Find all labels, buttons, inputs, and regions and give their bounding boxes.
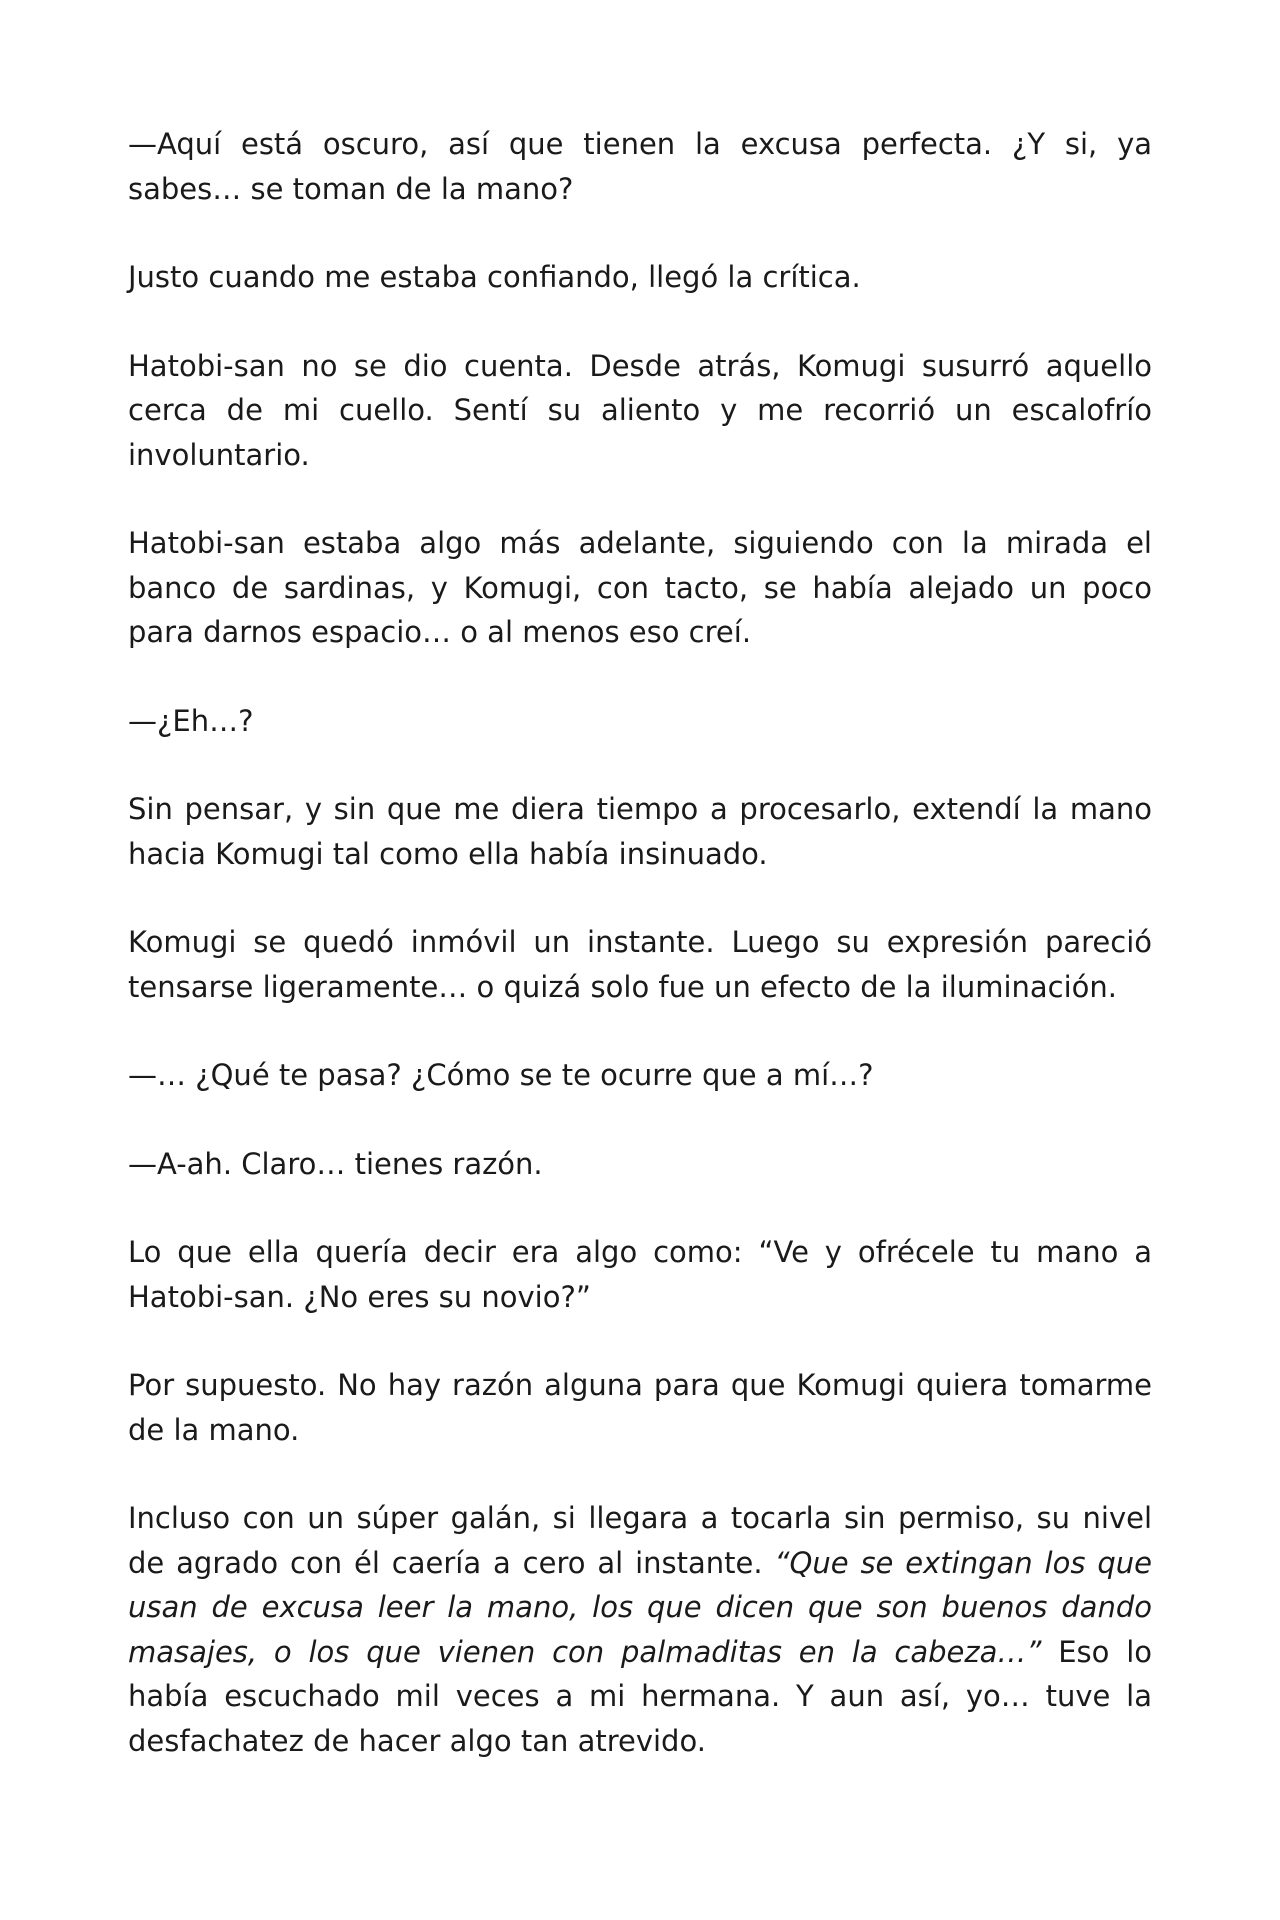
paragraph-5: —¿Eh…? bbox=[128, 703, 254, 738]
paragraph-2: Justo cuando me estaba confiando, llegó la crítica. bbox=[128, 260, 861, 294]
paragraph-12 bbox=[128, 1496, 1152, 1763]
paragraph-4: Hatobi-san estaba algo más adelante, siguiendo con la mirada el banco de sardinas, y Komugi, con tacto, se había alejado un poco para darnos espacio… o al menos eso creí. bbox=[128, 526, 1152, 649]
paragraph-12-part1: Incluso con un súper galán, si llegara a tocarla sin permiso, su nivel de agrado con él caería a cero al instante. bbox=[128, 1501, 1152, 1580]
paragraph-11: Por supuesto. No hay razón alguna para que Komugi quiera tomarme de la mano. bbox=[128, 1368, 1152, 1447]
paragraph-9: —A-ah. Claro… tienes razón. bbox=[128, 1146, 543, 1181]
paragraph-12-italic-quote: “Que se extingan los que usan de excusa leer la mano, los que dicen que son buenos dando masajes, o los que vienen con palmaditas en la cabeza…” bbox=[128, 1545, 1152, 1669]
paragraph-3: Hatobi-san no se dio cuenta. Desde atrás, Komugi susurró aquello cerca de mi cuello. Sentí su aliento y me recorrió un escalofrío involuntario. bbox=[128, 348, 1152, 472]
paragraph-10: Lo que ella quería decir era algo como: “Ve y ofrécele tu mano a Hatobi-san. ¿No eres su novio?” bbox=[128, 1235, 1152, 1314]
paragraph-7: Komugi se quedó inmóvil un instante. Luego su expresión pareció tensarse ligeramente… o quizá solo fue un efecto de la iluminación. bbox=[128, 925, 1152, 1004]
document-page bbox=[128, 122, 1152, 1763]
paragraph-1: —Aquí está oscuro, así que tienen la excusa perfecta. ¿Y si, ya sabes… se toman de la mano? bbox=[128, 127, 1152, 206]
paragraph-8: —… ¿Qué te pasa? ¿Cómo se te ocurre que a mí…? bbox=[128, 1058, 874, 1092]
paragraph-6: Sin pensar, y sin que me diera tiempo a procesarlo, extendí la mano hacia Komugi tal como ella había insinuado. bbox=[128, 792, 1152, 871]
paragraph-12-part2: Eso lo había escuchado mil veces a mi hermana. Y aun así, yo… tuve la desfachatez de hacer algo tan atrevido. bbox=[128, 1634, 1152, 1758]
